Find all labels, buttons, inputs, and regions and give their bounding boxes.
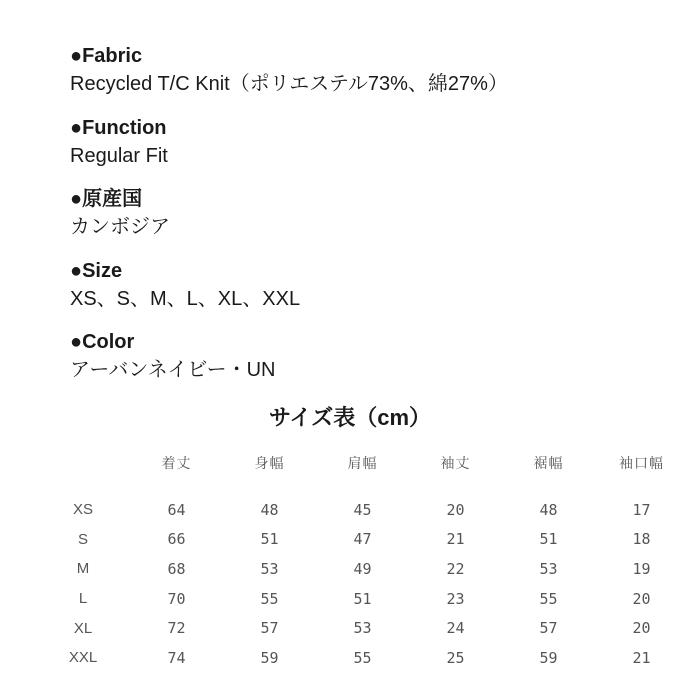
measure-cell: 17 — [632, 500, 651, 519]
spec-color — [70, 328, 670, 400]
measure-cell: 74 — [167, 648, 186, 667]
header-cell: 肩幅 — [347, 455, 378, 471]
measure-cell: 21 — [632, 648, 651, 667]
spec-value: Recycled T/C Knit（ポリエステル73%、綿27%） — [70, 73, 508, 95]
measure-cell: 57 — [260, 619, 279, 638]
size-name-cell: XXL — [68, 649, 98, 667]
spec-fabric — [70, 42, 670, 114]
measure-cell: 49 — [353, 559, 372, 578]
spacer-row — [36, 480, 688, 495]
measure-cell: 18 — [632, 530, 651, 549]
header-cell — [36, 446, 130, 480]
size-name-cell: M — [76, 560, 90, 578]
measure-cell: 51 — [353, 589, 372, 608]
measure-cell: 23 — [446, 589, 465, 608]
measure-cell: 24 — [446, 619, 465, 638]
spec-function — [70, 114, 670, 186]
table-row — [36, 495, 688, 525]
spec-value: カンボジア — [70, 216, 170, 238]
measure-cell: 21 — [446, 530, 465, 549]
size-name-cell: XL — [73, 619, 93, 637]
spec-size — [70, 257, 670, 329]
measure-cell: 64 — [167, 500, 186, 519]
size-chart-table — [36, 446, 688, 673]
measure-cell: 70 — [167, 589, 186, 608]
spec-label: ●Size — [70, 259, 123, 282]
spec-value: XS、S、M、L、XL、XXL — [70, 287, 301, 310]
measure-cell: 55 — [353, 648, 372, 667]
spec-label: ●原産国 — [70, 188, 143, 210]
measure-cell: 55 — [539, 589, 558, 608]
spec-label: ●Color — [70, 331, 135, 353]
measure-cell: 55 — [260, 589, 279, 608]
measure-cell: 51 — [260, 530, 279, 549]
header-cell: 身幅 — [254, 455, 285, 471]
size-name-cell: L — [78, 590, 88, 608]
measure-cell: 53 — [260, 559, 279, 578]
measure-cell: 66 — [167, 530, 186, 549]
measure-cell: 53 — [353, 619, 372, 638]
table-row — [36, 554, 688, 584]
header-cell: 袖丈 — [440, 455, 471, 471]
measure-cell: 68 — [167, 559, 186, 578]
product-spec-list — [70, 42, 670, 400]
size-chart-header-row — [36, 446, 688, 480]
spec-label: ●Fabric — [70, 45, 143, 67]
measure-cell: 59 — [539, 648, 558, 667]
measure-cell: 53 — [539, 559, 558, 578]
measure-cell: 25 — [446, 648, 465, 667]
spec-value: アーバンネイビー・UN — [70, 359, 276, 381]
spec-label: ●Function — [70, 116, 167, 139]
measure-cell: 48 — [539, 500, 558, 519]
measure-cell: 72 — [167, 619, 186, 638]
spec-value: Regular Fit — [70, 144, 168, 167]
measure-cell: 48 — [260, 500, 279, 519]
size-chart-title: サイズ表（cm） — [268, 405, 432, 430]
table-row — [36, 643, 688, 673]
measure-cell: 19 — [632, 559, 651, 578]
header-cell: 着丈 — [161, 455, 192, 471]
measure-cell: 51 — [539, 530, 558, 549]
table-row — [36, 525, 688, 555]
spec-origin — [70, 185, 670, 257]
measure-cell: 59 — [260, 648, 279, 667]
header-cell: 袖口幅 — [619, 455, 664, 471]
header-cell: 裾幅 — [533, 455, 564, 471]
measure-cell: 47 — [353, 530, 372, 549]
measure-cell: 22 — [446, 559, 465, 578]
size-name-cell: XS — [72, 501, 93, 519]
spacer-cell — [36, 480, 688, 495]
table-row — [36, 584, 688, 614]
measure-cell: 20 — [632, 589, 651, 608]
size-name-cell: S — [77, 530, 88, 548]
measure-cell: 45 — [353, 500, 372, 519]
measure-cell: 20 — [632, 619, 651, 638]
table-row — [36, 613, 688, 643]
measure-cell: 57 — [539, 619, 558, 638]
measure-cell: 20 — [446, 500, 465, 519]
